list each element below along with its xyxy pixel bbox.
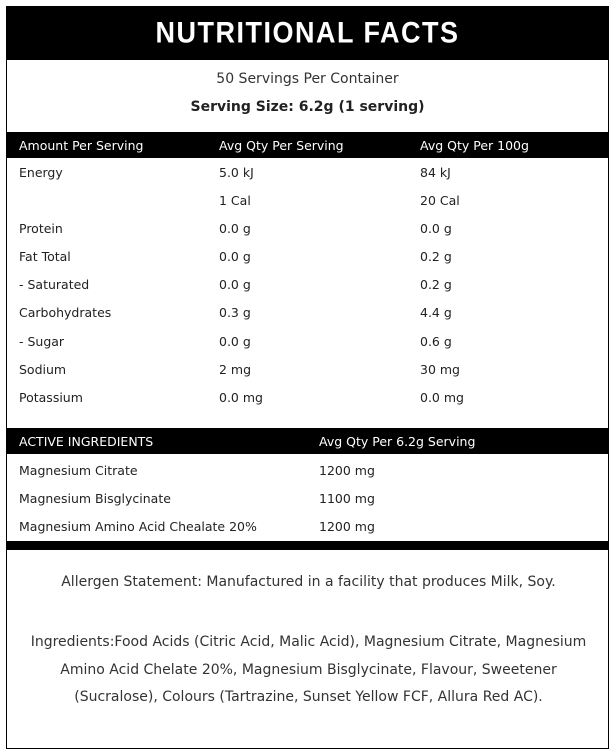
- table-row: [7, 390, 608, 418]
- table-row: [7, 277, 608, 305]
- per-serving-value: 5.0 kJ: [219, 165, 254, 180]
- per-100g-value: 0.0 g: [420, 221, 452, 236]
- header-avg-qty-per-100g: Avg Qty Per 100g: [420, 138, 529, 153]
- ingredients-list: Ingredients:Food Acids (Citric Acid, Malic Acid), Magnesium Citrate, Magnesium Amino Acid Chelate 20%, Magnesium Bisglycinate, Flavour, Sweetener (Sucralose), Colours (Tartrazine, Sunset Yellow FCF, Allura Red AC).: [30, 634, 587, 705]
- active-ingredients-header-row: [7, 428, 608, 454]
- per-serving-value: 0.0 mg: [219, 390, 263, 405]
- title-bar: [7, 7, 608, 60]
- servings-per-container: 50 Servings Per Container: [216, 71, 399, 87]
- nutrient-name: Carbohydrates: [19, 305, 112, 320]
- table-row: [7, 491, 608, 519]
- per-serving-value: 0.0 g: [219, 249, 251, 264]
- header-avg-qty-per-serving: Avg Qty Per 6.2g Serving: [319, 434, 476, 449]
- per-serving-value: 0.0 g: [219, 334, 251, 349]
- table-row: [7, 165, 608, 193]
- ingredient-amount: 1200 mg: [319, 463, 375, 478]
- per-100g-value: 0.6 g: [420, 334, 452, 349]
- serving-size: Serving Size: 6.2g (1 serving): [190, 99, 425, 115]
- table-row: [7, 463, 608, 491]
- per-100g-value: 4.4 g: [420, 305, 452, 320]
- per-100g-value: 0.0 mg: [420, 390, 464, 405]
- section-divider: [7, 541, 608, 550]
- table-row: [7, 221, 608, 249]
- header-amount-per-serving: Amount Per Serving: [19, 138, 144, 153]
- ingredient-name: Magnesium Amino Acid Chealate 20%: [19, 519, 257, 534]
- per-100g-value: 20 Cal: [420, 193, 460, 208]
- per-100g-value: 30 mg: [420, 362, 460, 377]
- per-serving-value: 0.3 g: [219, 305, 251, 320]
- panel-title: NUTRITIONAL FACTS: [155, 16, 460, 50]
- allergen-statement: Allergen Statement: Manufactured in a facility that produces Milk, Soy.: [61, 574, 556, 590]
- nutrient-name: Protein: [19, 221, 63, 236]
- nutrient-name: Fat Total: [19, 249, 71, 264]
- ingredient-name: Magnesium Bisglycinate: [19, 491, 171, 506]
- per-serving-value: 0.0 g: [219, 221, 251, 236]
- nutrient-name: Energy: [19, 165, 63, 180]
- nutrition-header-row: [7, 132, 608, 158]
- ingredient-amount: 1200 mg: [319, 519, 375, 534]
- per-100g-value: 0.2 g: [420, 249, 452, 264]
- nutrient-name: Sodium: [19, 362, 67, 377]
- ingredient-amount: 1100 mg: [319, 491, 375, 506]
- per-serving-value: 1 Cal: [219, 193, 251, 208]
- per-100g-value: 84 kJ: [420, 165, 451, 180]
- header-avg-qty-per-serving: Avg Qty Per Serving: [219, 138, 344, 153]
- table-row: [7, 249, 608, 277]
- table-row: [7, 334, 608, 362]
- nutrient-name: - Saturated: [19, 277, 90, 292]
- nutrient-name: Potassium: [19, 390, 83, 405]
- table-row: [7, 362, 608, 390]
- table-row: [7, 193, 608, 221]
- nutrition-facts-panel: [6, 6, 609, 749]
- per-100g-value: 0.2 g: [420, 277, 452, 292]
- per-serving-value: 2 mg: [219, 362, 252, 377]
- nutrient-name: - Sugar: [19, 334, 65, 349]
- table-row: [7, 305, 608, 333]
- per-serving-value: 0.0 g: [219, 277, 251, 292]
- ingredient-name: Magnesium Citrate: [19, 463, 138, 478]
- header-active-ingredients: ACTIVE INGREDIENTS: [19, 434, 154, 449]
